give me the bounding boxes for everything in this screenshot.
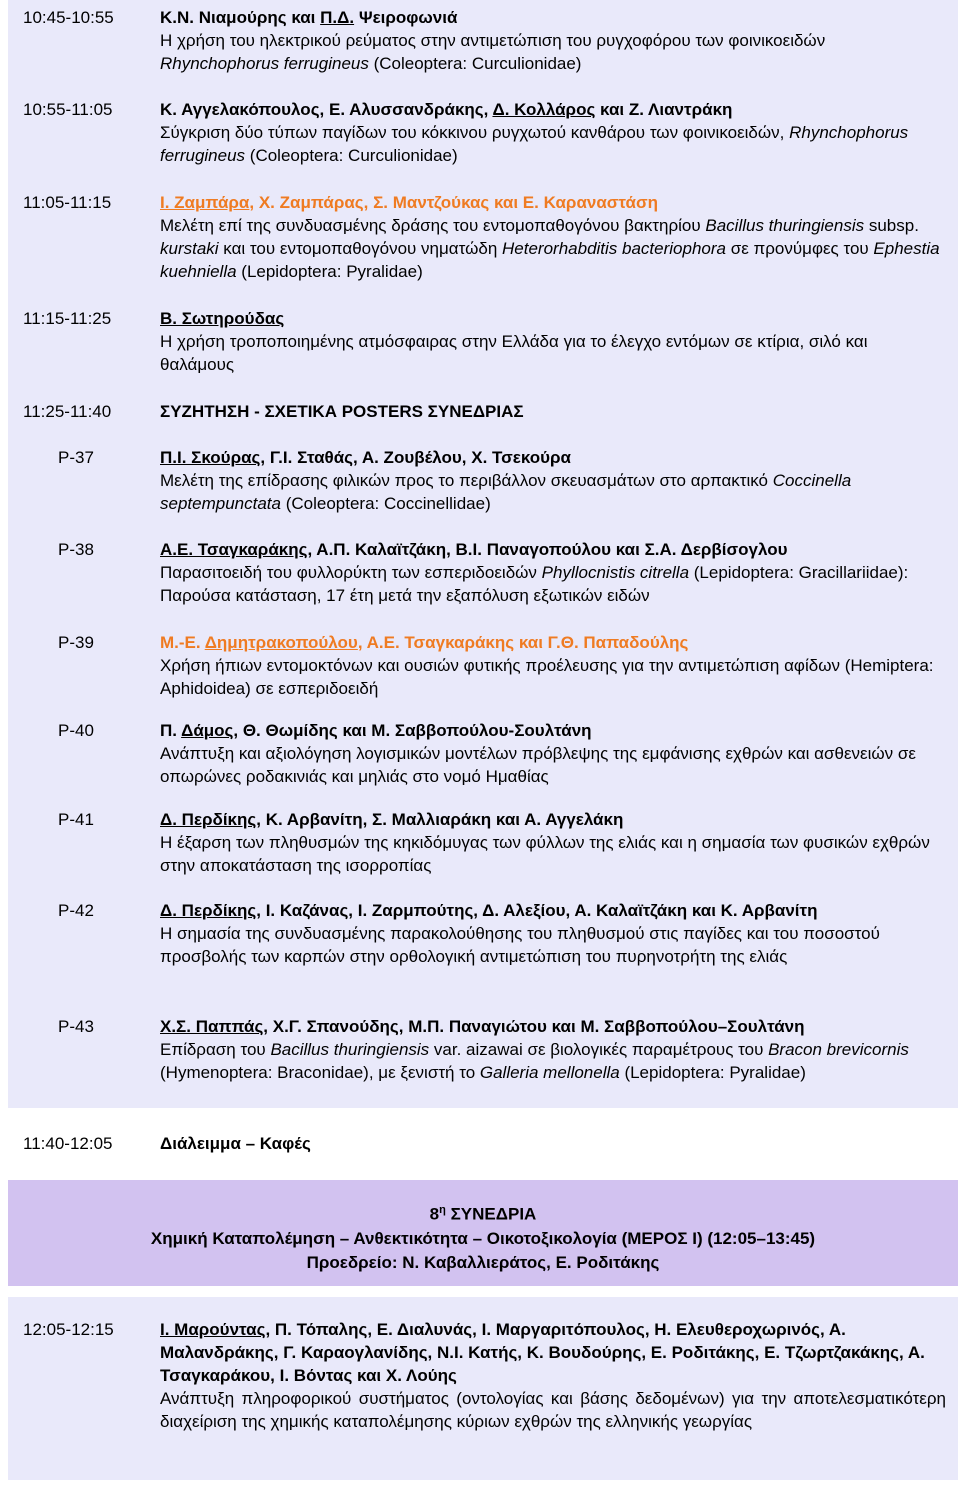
poster-title	[160, 469, 946, 515]
text-run: Δημητρακοπούλου	[204, 633, 358, 652]
text-run: Bacillus thuringiensis	[270, 1040, 430, 1059]
text-run: Bacillus thuringiensis	[705, 216, 865, 235]
text-run: Heterorhabditis bacteriophora	[502, 239, 726, 258]
poster-authors	[160, 631, 946, 654]
text-run: , Α.Ε. Τσαγκαράκης και Γ.Θ. Παπαδούλης	[357, 633, 689, 652]
talk-content	[160, 191, 946, 283]
poster-content	[160, 899, 946, 968]
text-run: Ι. Μαρούντας	[160, 1320, 266, 1339]
text-run: και του εντομοπαθογόνου νηματώδη	[218, 239, 503, 258]
talk-content	[160, 98, 946, 167]
poster-content	[160, 446, 946, 515]
talk-title	[160, 330, 946, 376]
text-run: (Lepidoptera: Pyralidae)	[236, 262, 423, 281]
talk-authors	[160, 1318, 946, 1387]
poster-title	[160, 654, 946, 700]
text-run: (Coleoptera: Curculionidae)	[245, 146, 458, 165]
text-run: Δάμος	[181, 721, 234, 740]
text-run: Ι. Ζαμπάρα	[160, 193, 250, 212]
text-run: , Χ.Γ. Σπανούδης, Μ.Π. Παναγιώτου και Μ. Σαββοπούλου–Σουλτάνη	[263, 1017, 805, 1036]
text-run: (Coleoptera: Curculionidae)	[368, 54, 582, 73]
text-run: Μελέτη επί της συνδυασμένης δράσης του εντομοπαθογόνου βακτηρίου	[160, 216, 706, 235]
talk-time: 11:25-11:40	[23, 402, 112, 421]
text-run: ΣΥΖΗΤΗΣΗ - ΣΧΕΤΙΚΑ POSTERS ΣΥΝΕΔΡΙΑΣ	[160, 402, 524, 421]
text-run: σε προνύμφες του	[725, 239, 874, 258]
text-run: Μελέτη της επίδρασης φιλικών προς το περιβάλλον σκευασμάτων στο αρπακτικό	[160, 471, 773, 490]
text-run: Η έξαρση των πληθυσμών της κηκιδόμυγας των φύλλων της ελιάς και η σημασία των φυσικών εχθρών στην αποκατάσταση της ισορροπίας	[160, 833, 930, 875]
session-number-superscript: η	[439, 1204, 446, 1216]
text-run: Η σημασία της συνδυασμένης παρακολούθησης του πληθυσμού στις παγίδες και του ποσοστού προσβολής των καρπών στην ορθολογική αντιμετώπιση του πυρηνοτρήτη της ελιάς	[160, 924, 880, 966]
discussion-label	[160, 400, 946, 423]
break-label: Διάλειμμα – Καφές	[160, 1134, 311, 1153]
poster-content	[160, 719, 946, 788]
poster-code: P-38	[58, 540, 94, 559]
poster-code: P-40	[58, 721, 94, 740]
text-run: Δ. Περδίκης	[160, 901, 257, 920]
text-run: Κ. Αγγελακόπουλος, Ε. Αλυσσανδράκης,	[160, 100, 493, 119]
text-run: Κ.Ν. Νιαμούρης και	[160, 8, 321, 27]
poster-authors	[160, 1015, 946, 1038]
text-run: kurstaki	[160, 239, 219, 258]
text-run: , Χ. Ζαμπάρας, Σ. Μαντζούκας και Ε. Καραναστάση	[249, 193, 659, 212]
text-run: , Γ.Ι. Σταθάς, Α. Ζουβέλου, Χ. Τσεκούρα	[260, 448, 572, 467]
talk-title	[160, 121, 946, 167]
text-run: Galleria mellonella	[479, 1063, 620, 1082]
text-run: Ψειροφωνιά	[354, 8, 458, 27]
poster-authors	[160, 446, 946, 469]
talk-time: 10:45-10:55	[23, 8, 114, 27]
talk-authors	[160, 191, 946, 214]
text-run: Ανάπτυξη πληροφορικού συστήματος (οντολογίας και βάσης δεδομένων) για την αποτελεσματικότερη διαχείριση της χημικής καταπολέμησης κύριων εχθρών της ελληνικής γεωργίας	[160, 1389, 946, 1431]
break-content	[160, 1132, 946, 1155]
poster-code: P-41	[58, 810, 94, 829]
talk-title	[160, 1387, 946, 1433]
session-header	[8, 1180, 958, 1286]
text-run: Β. Σωτηρούδας	[160, 309, 285, 328]
talk-title	[160, 29, 946, 75]
text-run: Παρασιτοειδή του φυλλορύκτη των εσπεριδοειδών	[160, 563, 542, 582]
poster-title	[160, 922, 946, 968]
text-run: (Lepidoptera: Pyralidae)	[619, 1063, 806, 1082]
text-run: (Coleoptera: Coccinellidae)	[280, 494, 491, 513]
poster-content	[160, 631, 946, 700]
text-run: Δ. Κολλάρος	[492, 100, 596, 119]
text-run: , Ι. Καζάνας, Ι. Ζαρμπούτης, Δ. Αλεξίου, Α. Καλαϊτζάκη και Κ. Αρβανίτη	[256, 901, 818, 920]
text-run: Μ.-Ε.	[160, 633, 205, 652]
poster-title	[160, 561, 946, 607]
session-chairs: Προεδρείο: Ν. Καβαλλιεράτος, Ε. Ροδιτάκης	[306, 1252, 660, 1272]
talk-content	[160, 6, 946, 75]
text-run: var. aizawai σε βιολογικές παραμέτρους του	[429, 1040, 769, 1059]
talk-time: 10:55-11:05	[23, 100, 113, 119]
text-run: Η χρήση του ηλεκτρικού ρεύματος στην αντιμετώπιση του ρυγχοφόρου των φοινικοειδών	[160, 31, 826, 50]
text-run: (Hymenoptera: Braconidae), με ξενιστή το	[160, 1063, 480, 1082]
text-run: Ephestia kuehniella	[160, 239, 940, 281]
text-run: Επίδραση του	[160, 1040, 271, 1059]
text-run: Rhynchophorus ferrugineus	[160, 123, 909, 165]
text-run: Ανάπτυξη και αξιολόγηση λογισμικών μοντέλων πρόβλεψης της εμφάνισης εχθρών και ασθενειών σε οπωρώνες ροδακινιάς και μηλιάς στο νομό Ημαθίας	[160, 744, 916, 786]
poster-authors	[160, 538, 946, 561]
text-run: , Α.Π. Καλαϊτζάκη, Β.Ι. Παναγοπούλου και Σ.Α. Δερβίσογλου	[307, 540, 788, 559]
text-run: subsp.	[864, 216, 919, 235]
break-time: 11:40-12:05	[23, 1134, 113, 1153]
text-run: Π.Ι. Σκούρας	[160, 448, 261, 467]
talk-time: 11:05-11:15	[23, 193, 112, 212]
session-number: $8^\eta$ ΣΥΝΕΔΡΙΑ	[429, 1204, 537, 1224]
talk-time: 11:15-11:25	[23, 309, 112, 328]
poster-code: P-42	[58, 901, 94, 920]
text-run: Phyllocnistis citrella	[541, 563, 690, 582]
poster-authors	[160, 719, 946, 742]
poster-authors	[160, 808, 946, 831]
talk-content	[160, 307, 946, 376]
talk-title	[160, 214, 946, 283]
talk-content	[160, 400, 946, 423]
text-run: , Π. Τόπαλης, Ε. Διαλυνάς, Ι. Μαργαριτόπουλος, Η. Ελευθεροχωρινός, Α. Μαλανδράκης, Γ. Καραογλανίδης, Ν.Ι. Κατής, Κ. Βουδούρης, Ε. Ροδιτάκης, Ε. Τζωρτζακάκης, Α. Τσαγκαράκου, Ι. Βόντας και Χ. Λούης	[160, 1320, 925, 1385]
poster-code: P-43	[58, 1017, 94, 1036]
text-run: , Κ. Αρβανίτη, Σ. Μαλλιαράκη και Α. Αγγελάκη	[256, 810, 624, 829]
poster-content	[160, 1015, 946, 1084]
text-run: Χρήση ήπιων εντομοκτόνων και ουσιών φυτικής προέλευσης για την αντιμετώπιση αφίδων (Hemiptera: Aphidoidea) σε εσπεριδοειδή	[160, 656, 934, 698]
text-run: Δ. Περδίκης	[160, 810, 257, 829]
poster-content	[160, 538, 946, 607]
text-run: , Θ. Θωμίδης και Μ. Σαββοπούλου-Σουλτάνη	[233, 721, 592, 740]
poster-code: P-39	[58, 633, 94, 652]
talk-authors	[160, 307, 946, 330]
text-run: Η χρήση τροποποιημένης ατμόσφαιρας στην Ελλάδα για το έλεγχο εντόμων σε κτίρια, σιλό και θαλάμους	[160, 332, 868, 374]
text-run: Χ.Σ. Παππάς	[160, 1017, 264, 1036]
text-run: Coccinella septempunctata	[160, 471, 852, 513]
text-run: (Lepidoptera: Gracillariidae): Παρούσα κατάσταση, 17 έτη μετά την εξαπόλυση εξωτικών ειδών	[160, 563, 909, 605]
text-run: Σύγκριση δύο τύπων παγίδων του κόκκινου ρυγχωτού κανθάρου των φοινικοειδών,	[160, 123, 790, 142]
poster-title	[160, 742, 946, 788]
talk-authors	[160, 98, 946, 121]
poster-code: P-37	[58, 448, 94, 467]
poster-title	[160, 831, 946, 877]
talk-content	[160, 1318, 946, 1433]
text-run: Α.Ε. Τσαγκαράκης	[160, 540, 308, 559]
text-run: Bracon brevicornis	[768, 1040, 909, 1059]
text-run: Π.Δ.	[320, 8, 355, 27]
poster-authors	[160, 899, 946, 922]
session-title: Χημική Καταπολέμηση – Ανθεκτικότητα – Οικοτοξικολογία (ΜΕΡΟΣ Ι) (12:05–13:45)	[150, 1228, 816, 1248]
poster-title	[160, 1038, 946, 1084]
text-run: και Ζ. Λιαντράκη	[595, 100, 733, 119]
text-run: Rhynchophorus ferrugineus	[160, 54, 369, 73]
talk-authors	[160, 6, 946, 29]
text-run: Π.	[160, 721, 182, 740]
poster-content	[160, 808, 946, 877]
talk-time: 12:05-12:15	[23, 1320, 114, 1339]
